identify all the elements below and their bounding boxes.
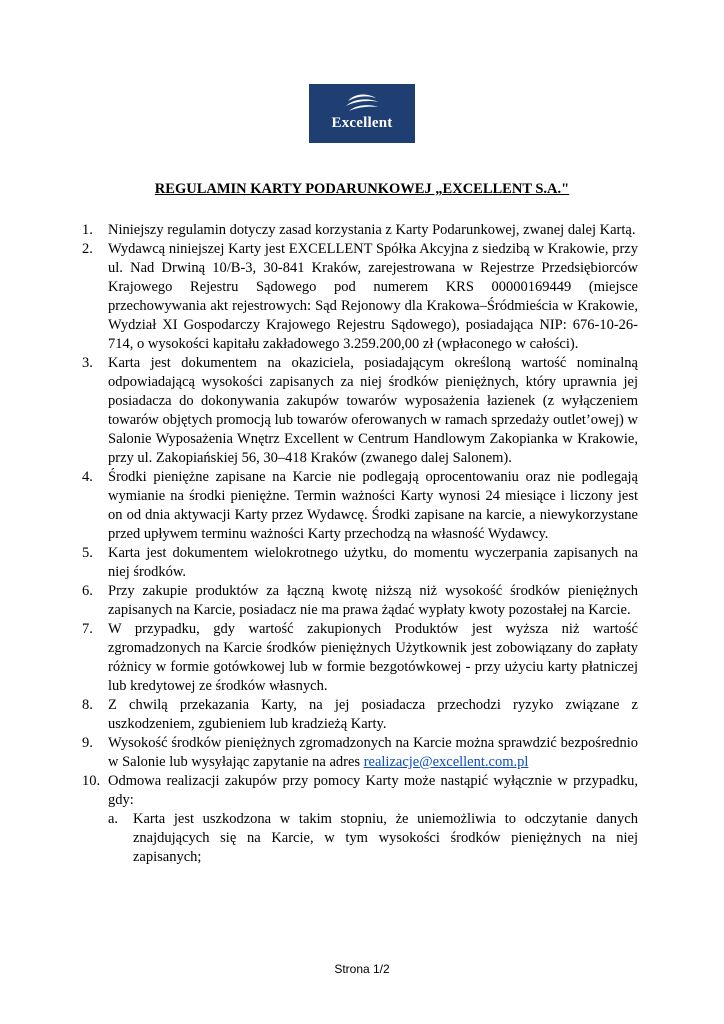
item-number: 9.: [82, 735, 93, 751]
list-item: [82, 468, 638, 544]
list-item: [82, 696, 638, 734]
list-item: [82, 544, 638, 582]
item-text: W przypadku, gdy wartość zakupionych Produktów jest wyższa niż wartość zgromadzonych na Karcie środków pieniężnych Użytkownik jest zobowiązany do zapłaty różnicy w formie gotówkowej lub w formie bezgotówkowej - przy użyciu karty płatniczej lub kredytowej ze środków własnych.: [108, 621, 638, 694]
item-number: 1.: [82, 222, 93, 238]
list-item: [82, 240, 638, 354]
item-text: Karta jest dokumentem na okaziciela, posiadającym określoną wartość nominalną odpowiadającą wysokości zapisanych za niej środków pieniężnych, który uprawnia jej posiadacza do dokonywania zakupów towarów wyposażenia łazienek (z wyłączeniem towarów objętych promocją lub towarów oferowanych w ramach sprzedaży outlet’owej) w Salonie Wyposażenia Wnętrz Excellent w Centrum Handlowym Zakopianka w Krakowie, przy ul. Zakopiańskiej 56, 30–418 Kraków (zwanego dalej Salonem).: [108, 355, 638, 466]
list-item: [82, 354, 638, 468]
email-link[interactable]: realizacje@excellent.com.pl: [363, 754, 529, 770]
item-text: Wydawcą niniejszej Karty jest EXCELLENT Spółka Akcyjna z siedzibą w Krakowie, przy ul. Nad Drwiną 10/B-3, 30-841 Kraków, zarejestrowana w Rejestrze Przedsiębiorców Krajowego Rejestru Sądowego pod numerem KRS 00000169449 (miejsce przechowywania akt rejestrowych: Sąd Rejonowy dla Krakowa–Śródmieścia w Krakowie, Wydział XI Gospodarczy Krajowego Rejestru Sądowego), posiadająca NIP: 676-10-26-714, o wysokości kapitału zakładowego 3.259.200,00 zł (wpłaconego w całości).: [108, 241, 638, 352]
item-text: Środki pieniężne zapisane na Karcie nie podlegają oprocentowaniu oraz nie podlegają wymianie na środki pieniężne. Termin ważności Karty wynosi 24 miesiące i liczony jest on od dnia aktywacji Karty przez Wydawcę. Środki zapisane na karcie, a niewykorzystane przed upływem terminu ważności Karty przechodzą na własność Wydawcy.: [108, 469, 638, 542]
wave-logo-icon: [309, 84, 415, 143]
sub-list: [108, 810, 638, 867]
item-number: 7.: [82, 621, 93, 637]
sub-item-text: Karta jest uszkodzona w takim stopniu, że uniemożliwia to odczytanie danych znajdujących się na Karcie, w tym wysokości środków pieniężnych na niej zapisanych;: [133, 811, 638, 865]
list-item: [82, 772, 638, 867]
list-item: [82, 582, 638, 620]
sub-item-letter: a.: [108, 811, 119, 827]
logo-text: Excellent: [331, 115, 393, 131]
item-text: Niniejszy regulamin dotyczy zasad korzystania z Karty Podarunkowej, zwanej dalej Kartą.: [108, 222, 636, 238]
regulations-list: [82, 221, 638, 867]
item-number: 3.: [82, 355, 93, 371]
item-text: Karta jest dokumentem wielokrotnego użytku, do momentu wyczerpania zapisanych na niej środków.: [108, 545, 638, 580]
sub-list-item: [108, 810, 638, 867]
item-number: 6.: [82, 583, 93, 599]
list-item: [82, 620, 638, 696]
item-text: Z chwilą przekazania Karty, na jej posiadacza przechodzi ryzyko związane z uszkodzeniem, zgubieniem lub kradzieżą Karty.: [108, 697, 638, 732]
item-number: 10.: [82, 773, 101, 789]
item-number: 5.: [82, 545, 93, 561]
document-title: REGULAMIN KARTY PODARUNKOWEJ „EXCELLENT S.A.": [154, 181, 570, 197]
item-text: Przy zakupie produktów za łączną kwotę niższą niż wysokość środków pieniężnych zapisanych na Karcie, posiadacz nie ma prawa żądać wypłaty kwoty pozostałej na Karcie.: [108, 583, 638, 618]
item-number: 4.: [82, 469, 93, 485]
item-text: Odmowa realizacji zakupów przy pomocy Karty może nastąpić wyłącznie w przypadku, gdy:: [108, 773, 638, 808]
item-number: 8.: [82, 697, 93, 713]
item-text: Wysokość środków pieniężnych zgromadzonych na Karcie można sprawdzić bezpośrednio w Salonie lub wysyłając zapytanie na adres: [108, 735, 638, 770]
page-number: Strona 1/2: [334, 962, 390, 976]
company-logo: [309, 84, 415, 143]
list-item: [82, 734, 638, 772]
item-number: 2.: [82, 241, 93, 257]
list-item: [82, 221, 638, 240]
